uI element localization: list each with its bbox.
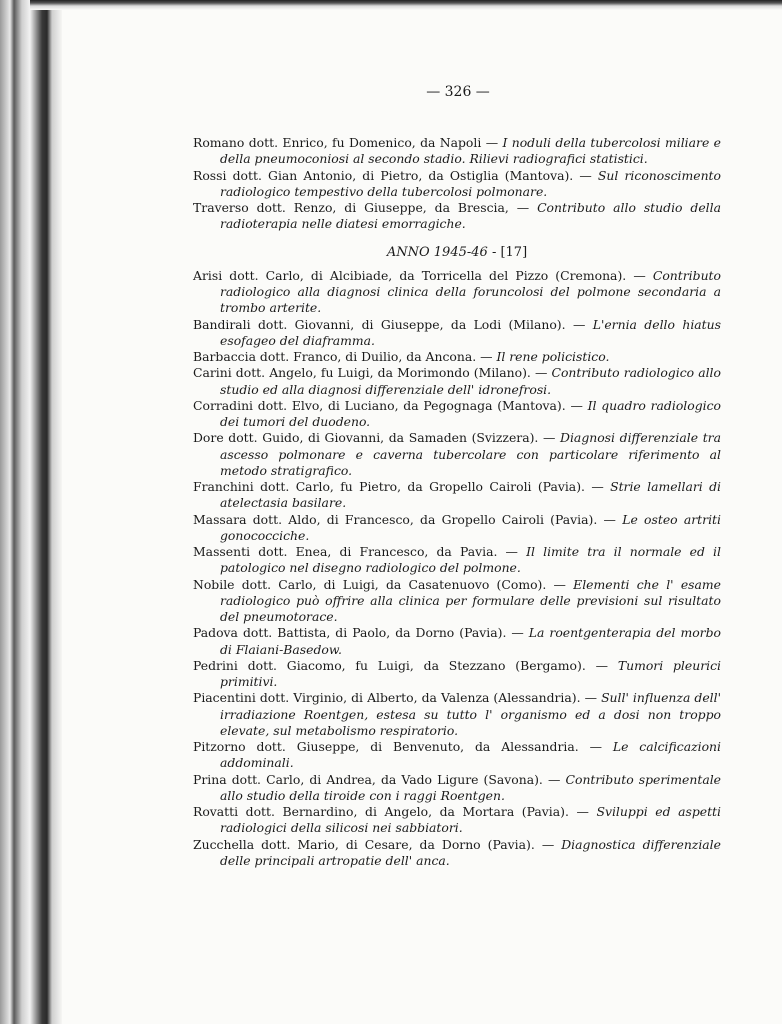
- entry-title: Contributo allo studio della radioterapia nelle diatesi emorragiche.: [220, 200, 721, 232]
- entry-title: Contributo sperimentale allo studio della tiroide con i raggi Roentgen.: [220, 771, 722, 803]
- thesis-entry: [193, 430, 721, 479]
- scan-binding-edge: [0, 0, 62, 1024]
- entry-author: Barbaccia dott. Franco, di Duilio, da Ancona. —: [193, 349, 493, 364]
- thesis-entry: [193, 349, 721, 365]
- thesis-entry: [193, 268, 721, 317]
- entry-author: Prina dott. Carlo, di Andrea, da Vado Ligure (Savona). —: [193, 771, 561, 787]
- thesis-entry: [193, 577, 721, 626]
- entry-author: Carini dott. Angelo, fu Luigi, da Morimondo (Milano). —: [193, 365, 548, 381]
- entry-title: Sull' influenza dell' irradiazione Roentgen, estesa su tutto l' organismo ed a dosi non troppo elevate, sul metabolismo respiratorio.: [220, 690, 721, 738]
- entries-1945-46: [193, 268, 721, 869]
- section-year: ANNO 1945-46: [386, 244, 488, 260]
- entry-author: Corradini dott. Elvo, di Luciano, da Pegognaga (Mantova). —: [193, 397, 583, 413]
- entry-title: Tumori pleurici primitivi.: [220, 657, 721, 689]
- entry-author: Pitzorno dott. Giuseppe, di Benvenuto, da Alessandria. —: [193, 739, 602, 754]
- entry-title: Il rene policistico.: [496, 349, 610, 364]
- entries-previous-year: [193, 135, 721, 233]
- entry-author: Bandirali dott. Giovanni, di Giuseppe, da Lodi (Milano). —: [193, 316, 586, 332]
- entry-title: Il quadro radiologico dei tumori del duodeno.: [220, 397, 721, 429]
- section-count: - [17]: [491, 244, 528, 260]
- thesis-entry: [193, 398, 721, 431]
- thesis-entry: [193, 479, 721, 512]
- thesis-entry: [193, 317, 721, 350]
- entry-author: Massenti dott. Enea, di Francesco, da Pavia. —: [193, 544, 518, 559]
- thesis-entry: [193, 837, 721, 870]
- section-heading: [193, 245, 721, 261]
- entry-author: Franchini dott. Carlo, fu Pietro, da Gropello Cairoli (Pavia). —: [193, 479, 604, 494]
- entry-author: Pedrini dott. Giacomo, fu Luigi, da Stezzano (Bergamo). —: [193, 657, 608, 673]
- entry-title: Il limite tra il normale ed il patologico nel disegno radiologico del polmone.: [220, 544, 721, 576]
- entry-title: Diagnostica differenziale delle principali artropatie dell' anca.: [220, 836, 721, 868]
- entry-author: Arisi dott. Carlo, di Alcibiade, da Torricella del Pizzo (Cremona). —: [193, 267, 646, 283]
- page-number: — 326 —: [426, 84, 490, 100]
- entry-author: Zucchella dott. Mario, di Cesare, da Dorno (Pavia). —: [193, 836, 555, 852]
- entry-title: La roentgenterapia del morbo di Flaiani-Basedow.: [220, 625, 721, 657]
- thesis-entry: [193, 200, 721, 233]
- entry-title: Strie lamellari di atelectasia basilare.: [220, 479, 721, 511]
- entry-author: Massara dott. Aldo, di Francesco, da Gropello Cairoli (Pavia). —: [193, 511, 616, 527]
- entry-title: I noduli della tubercolosi miliare e della pneumoconiosi al secondo stadio. Rilievi radiografici statistici.: [220, 135, 721, 167]
- entry-title: Le calcificazioni addominali.: [220, 739, 721, 771]
- entry-title: L'ernia dello hiatus esofageo del diaframma.: [220, 316, 721, 348]
- thesis-entry: [193, 772, 721, 805]
- thesis-entry: [193, 690, 721, 739]
- thesis-entry: [193, 544, 721, 577]
- document-body: [193, 135, 721, 869]
- thesis-entry: [193, 804, 721, 837]
- thesis-entry: [193, 739, 721, 772]
- entry-author: Padova dott. Battista, di Paolo, da Dorno (Pavia). —: [193, 625, 524, 641]
- entry-title: Le osteo artriti gonococciche.: [220, 511, 721, 543]
- entry-title: Sviluppi ed aspetti radiologici della silicosi nei sabbiatori.: [220, 804, 721, 836]
- entry-title: Contributo radiologico alla diagnosi clinica della foruncolosi del polmone secondaria a trombo arterite.: [220, 267, 721, 316]
- entry-author: Piacentini dott. Virginio, di Alberto, da Valenza (Alessandria). —: [193, 690, 597, 706]
- entry-author: Dore dott. Guido, di Giovanni, da Samaden (Svizzera). —: [193, 430, 556, 446]
- entry-title: Diagnosi differenziale tra ascesso polmonare e caverna tubercolare con particolare riferimento al metodo stratigrafico.: [220, 430, 721, 478]
- scan-top-edge: [30, 0, 782, 10]
- thesis-entry: [193, 135, 721, 168]
- entry-title: Elementi che l' esame radiologico può offrire alla clinica per formulare delle previsioni sul risultato del pneumotorace.: [220, 576, 721, 624]
- entry-author: Rovatti dott. Bernardino, di Angelo, da Mortara (Pavia). —: [193, 804, 589, 819]
- entry-author: Romano dott. Enrico, fu Domenico, da Napoli —: [193, 135, 499, 150]
- entry-author: Rossi dott. Gian Antonio, di Pietro, da Ostiglia (Mantova). —: [193, 167, 592, 183]
- thesis-entry: [193, 168, 721, 201]
- thesis-entry: [193, 512, 721, 545]
- entry-title: Contributo radiologico allo studio ed alla diagnosi differenziale dell' idronefrosi.: [220, 365, 721, 397]
- thesis-entry: [193, 365, 721, 398]
- thesis-entry: [193, 625, 721, 658]
- entry-author: Traverso dott. Renzo, di Giuseppe, da Brescia, —: [193, 200, 530, 215]
- entry-title: Sul riconoscimento radiologico tempestivo della tubercolosi polmonare.: [220, 167, 721, 199]
- entry-author: Nobile dott. Carlo, di Luigi, da Casatenuovo (Como). —: [193, 576, 566, 592]
- thesis-entry: [193, 658, 721, 691]
